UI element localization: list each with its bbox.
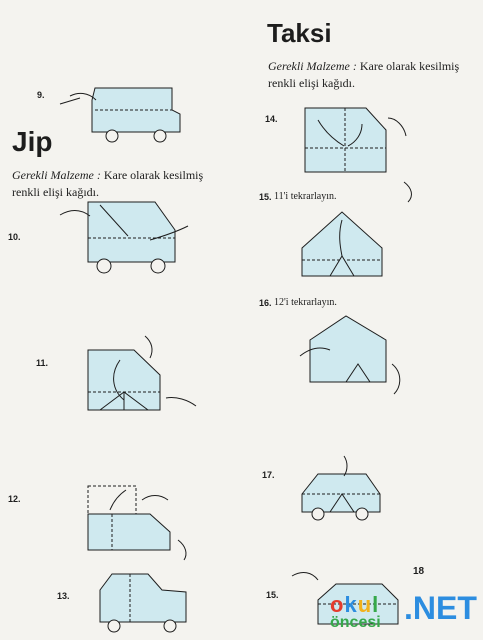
step-number: 17. <box>262 470 275 480</box>
watermark-net: .NET <box>404 590 477 626</box>
diagram-step-10 <box>60 202 188 273</box>
diagram-step-15 <box>302 182 411 276</box>
materials-label: Gerekli Malzeme : <box>12 168 101 182</box>
watermark-logo: okul <box>330 592 380 617</box>
step-number: 11. <box>36 358 49 368</box>
materials-label: Gerekli Malzeme : <box>268 59 357 73</box>
step-number: 13. <box>57 591 70 601</box>
step-note: 11'i tekrarlayın. <box>274 191 337 202</box>
step-number: 10. <box>8 232 21 242</box>
materials-text: Kare olarak kesilmiş renkli elişi kağıdı. <box>268 59 460 90</box>
watermark-subtitle: öncesi <box>330 614 381 631</box>
step-number: 15. <box>259 192 272 202</box>
diagram-step-14 <box>305 108 406 172</box>
diagram-step-9 <box>60 88 180 142</box>
diagram-step-17 <box>302 456 380 520</box>
diagram-step-11 <box>88 336 196 410</box>
section-title-taksi: Taksi <box>267 18 332 48</box>
step-note: 12'i tekrarlayın. <box>274 297 337 308</box>
page-number: 18 <box>413 566 425 577</box>
step-number: 14. <box>265 114 278 124</box>
diagram-step-16 <box>300 316 400 394</box>
step-number: 12. <box>8 494 21 504</box>
diagram-step-12 <box>88 486 186 560</box>
materials-text: Kare olarak kesilmiş renkli elişi kağıdı. <box>12 168 204 199</box>
section-title-jip: Jip <box>12 126 53 157</box>
step-number: 16. <box>259 298 272 308</box>
step-number: 15. <box>266 590 279 600</box>
diagram-step-13 <box>100 574 186 632</box>
step-number: 9. <box>37 90 45 100</box>
